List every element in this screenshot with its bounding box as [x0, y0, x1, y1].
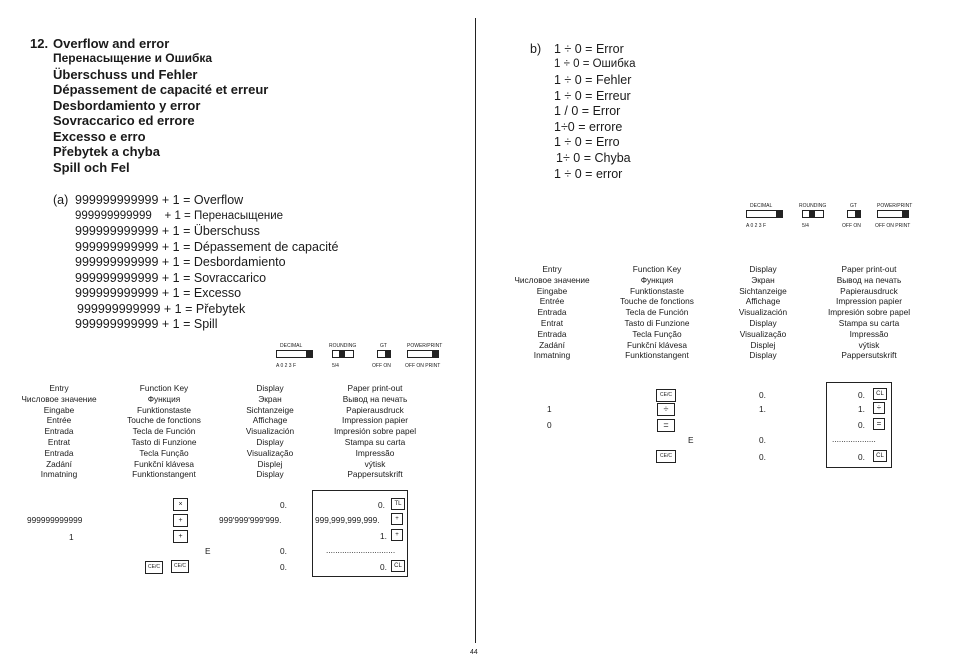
- function-key-label: Funktionstangent: [132, 469, 196, 480]
- paper-symbol: CL: [873, 388, 887, 400]
- part-a-line: 999999999999 + 1 = Überschuss: [75, 224, 260, 238]
- part-a-line: 999999999999 + 1 = Excesso: [75, 286, 242, 300]
- paper-header-col: [816, 264, 922, 361]
- paper-label: Paper print-out: [841, 264, 897, 274]
- paper-label: Impressão: [849, 328, 889, 339]
- display-label: Display: [749, 350, 777, 361]
- switch-panel-left: [274, 343, 454, 373]
- function-key-label: Функция: [147, 393, 181, 404]
- paper-label: Impresión sobre papel: [827, 307, 911, 318]
- clear-key: CE/C: [145, 561, 163, 574]
- function-key-label: Touche de fonctions: [127, 415, 201, 426]
- paper-label: Pappersutskrift: [841, 350, 897, 361]
- paper-symbol: ÷: [873, 402, 885, 414]
- power-switch-positions: OFF ON PRINT: [875, 223, 911, 229]
- entry-label: Zadání: [46, 458, 72, 469]
- power-switch: [407, 350, 439, 358]
- section-title-cz: Přebytek a chyba: [53, 144, 160, 159]
- display-header-col: [225, 383, 315, 480]
- paper-label: Impresión sobre papel: [333, 426, 417, 437]
- paper-symbol: +: [391, 513, 403, 525]
- paper-value: 999,999,999,999.: [315, 515, 380, 525]
- display-label: Экран: [258, 393, 282, 404]
- paper-value: 0.: [858, 390, 865, 400]
- entry-value: 1: [547, 404, 552, 414]
- entry-label: Entrat: [540, 317, 564, 328]
- entry-label: Числовое значение: [21, 393, 97, 404]
- power-switch-positions: OFF ON PRINT: [405, 363, 441, 369]
- part-a-line: 999999999999 + 1 = Overflow: [75, 193, 244, 207]
- display-label: Sichtanzeige: [246, 404, 294, 415]
- section-title-se: Spill och Fel: [53, 160, 130, 175]
- power-switch-label: POWER/PRINT: [407, 343, 443, 349]
- page-number: 44: [470, 649, 478, 656]
- display-label: Visualización: [245, 426, 295, 437]
- gt-switch-label: GT: [850, 203, 857, 209]
- display-value: 0.: [280, 562, 287, 572]
- display-value: 0.: [280, 500, 287, 510]
- paper-symbol: TL: [391, 498, 405, 510]
- entry-label: Zadání: [539, 339, 565, 350]
- display-label: Display: [256, 436, 284, 447]
- gt-switch: [377, 350, 391, 358]
- function-key-label: Tecla Função: [632, 328, 682, 339]
- paper-symbol: +: [391, 529, 403, 541]
- paper-value: 0.: [380, 562, 387, 572]
- function-key-label: Funkční klávesa: [627, 339, 687, 350]
- entry-value: 1: [69, 532, 74, 542]
- entry-label: Inmatning: [40, 469, 78, 480]
- display-label: Displej: [257, 458, 283, 469]
- function-key-label: Funktionstangent: [625, 350, 689, 361]
- function-key-label: Funkční klávesa: [134, 458, 194, 469]
- part-a-label: (a): [53, 193, 69, 207]
- display-label: Экран: [751, 274, 775, 285]
- paper-label: Impression papier: [836, 296, 902, 307]
- part-b-line: 1 / 0 = Error: [554, 104, 621, 118]
- gt-switch: [847, 210, 861, 218]
- function-key-label: Touche de fonctions: [620, 296, 694, 307]
- plus-key: +: [173, 530, 188, 543]
- section-title-en: Overflow and error: [53, 36, 170, 51]
- entry-label: Entrée: [46, 415, 72, 426]
- decimal-switch: [746, 210, 783, 218]
- clear-key: CE/C: [656, 450, 676, 463]
- gt-switch-positions: OFF ON: [842, 223, 861, 229]
- paper-label: Paper print-out: [347, 383, 403, 393]
- decimal-switch-positions: A 0 2 3 F: [276, 363, 297, 369]
- paper-label: Papierausdruck: [346, 404, 404, 415]
- paper-value: 0.: [378, 500, 385, 510]
- entry-label: Entrée: [539, 296, 565, 307]
- part-b-line: 1 ÷ 0 = Fehler: [554, 73, 632, 87]
- display-label: Visualização: [246, 447, 294, 458]
- entry-value: 999999999999: [27, 515, 83, 525]
- paper-value: 1.: [380, 531, 387, 541]
- paper-label: Stampa su carta: [838, 317, 900, 328]
- entry-label: Entry: [49, 383, 69, 393]
- display-label: Visualização: [739, 328, 787, 339]
- display-label: Display: [256, 469, 284, 480]
- error-marker: E: [688, 435, 694, 445]
- part-b-line: 1 ÷ 0 = Error: [554, 42, 624, 56]
- function-key-label: Tasto di Funzione: [624, 317, 690, 328]
- section-title-de: Überschuss und Fehler: [53, 67, 198, 82]
- display-label: Visualización: [738, 307, 788, 318]
- paper-label: Impression papier: [342, 415, 408, 426]
- function-key-label: Funktionstaste: [137, 404, 191, 415]
- switch-panel-right: [744, 203, 924, 233]
- paper-value: 0.: [858, 420, 865, 430]
- rounding-switch-positions: 5/4: [802, 223, 809, 229]
- paper-header-col: [322, 383, 428, 480]
- entry-label: Eingabe: [43, 404, 75, 415]
- section-title-pt: Excesso e erro: [53, 129, 146, 144]
- part-a-line: 999999999999 + 1 = Desbordamiento: [75, 255, 286, 269]
- multiply-key: ×: [173, 498, 188, 511]
- function-key-label: Tecla de Función: [625, 307, 689, 318]
- gt-switch-label: GT: [380, 343, 387, 349]
- paper-value: 0.: [858, 452, 865, 462]
- paper-label: výtisk: [364, 458, 386, 469]
- section-title-ru: Перенасыщение и Ошибка: [53, 51, 213, 65]
- display-label: Sichtanzeige: [739, 285, 787, 296]
- display-label: Affichage: [745, 296, 781, 307]
- paper-value: ...................: [832, 434, 876, 444]
- part-a-line: 999999999999 + 1 = Sovraccarico: [75, 271, 267, 285]
- power-switch-label: POWER/PRINT: [877, 203, 913, 209]
- display-header-col: [718, 264, 808, 361]
- entry-header-col: [14, 383, 104, 480]
- function-key-label: Function Key: [632, 264, 682, 274]
- decimal-switch-label: DECIMAL: [280, 343, 303, 349]
- paper-label: Вывод на печать: [342, 393, 408, 404]
- part-b-line: 1÷0 = errore: [554, 120, 623, 134]
- paper-label: Papierausdruck: [840, 285, 898, 296]
- paper-value: 1.: [858, 404, 865, 414]
- function-key-label: Tecla Função: [139, 447, 189, 458]
- display-value: 999'999'999'999.: [219, 515, 282, 525]
- display-label: Display: [749, 317, 777, 328]
- function-key-label: Tecla de Función: [132, 426, 196, 437]
- entry-label: Entry: [542, 264, 562, 274]
- display-value: 0.: [759, 435, 766, 445]
- paper-label: Impressão: [355, 447, 395, 458]
- section-title-fr: Dépassement de capacité et erreur: [53, 82, 269, 97]
- error-marker: E: [205, 546, 211, 556]
- part-a-line: 999999999999 + 1 = Přebytek: [77, 302, 246, 316]
- rounding-switch-positions: 5/4: [332, 363, 339, 369]
- function-key-label: Funktionstaste: [630, 285, 684, 296]
- entry-label: Entrat: [47, 436, 71, 447]
- paper-symbol: CL: [873, 450, 887, 462]
- paper-label: Pappersutskrift: [347, 469, 403, 480]
- equals-key: =: [657, 419, 675, 432]
- entry-label: Entrada: [44, 447, 74, 458]
- part-a-line: 999999999999 + 1 = Spill: [75, 317, 218, 331]
- entry-label: Inmatning: [533, 350, 571, 361]
- display-value: 1.: [759, 404, 766, 414]
- display-label: Display: [749, 264, 777, 274]
- part-b-line: 1 ÷ 0 = Erro: [554, 135, 620, 149]
- plus-key: +: [173, 514, 188, 527]
- paper-label: Вывод на печать: [836, 274, 902, 285]
- function-key-header-col: [118, 383, 210, 480]
- function-key-label: Функция: [640, 274, 674, 285]
- entry-label: Entrada: [537, 307, 567, 318]
- paper-symbol: =: [873, 418, 885, 430]
- part-b-line: 1 ÷ 0 = Ошибка: [554, 58, 636, 70]
- function-key-label: Function Key: [139, 383, 189, 393]
- gt-switch-positions: OFF ON: [372, 363, 391, 369]
- paper-label: Stampa su carta: [344, 436, 406, 447]
- paper-value: ..............................: [326, 545, 396, 555]
- entry-label: Eingabe: [536, 285, 568, 296]
- paper-symbol: CL: [391, 560, 405, 572]
- display-value: 0.: [280, 546, 287, 556]
- decimal-switch-positions: A 0 2 3 F: [746, 223, 767, 229]
- section-title-it: Sovraccarico ed errore: [53, 113, 195, 128]
- function-key-label: Tasto di Funzione: [131, 436, 197, 447]
- part-a-line: 999999999999 + 1 = Перенасыщение: [75, 210, 284, 222]
- part-b-line: 1÷ 0 = Chyba: [556, 151, 631, 165]
- rounding-switch: [802, 210, 824, 218]
- display-label: Displej: [750, 339, 776, 350]
- clear-key: CE/C: [171, 560, 189, 573]
- entry-label: Entrada: [537, 328, 567, 339]
- entry-value: 0: [547, 420, 552, 430]
- display-label: Display: [256, 383, 284, 393]
- display-value: 0.: [759, 390, 766, 400]
- section-number: 12.: [30, 36, 49, 51]
- function-key-header-col: [611, 264, 703, 361]
- part-b-line: 1 ÷ 0 = error: [554, 167, 623, 181]
- clear-key: CE/C: [656, 389, 676, 402]
- decimal-switch: [276, 350, 313, 358]
- section-title-es: Desbordamiento y error: [53, 98, 201, 113]
- decimal-switch-label: DECIMAL: [750, 203, 773, 209]
- paper-label: výtisk: [858, 339, 880, 350]
- divide-key: ÷: [657, 403, 675, 416]
- entry-label: Числовое значение: [514, 274, 590, 285]
- part-b-label: b): [530, 42, 542, 56]
- entry-header-col: [507, 264, 597, 361]
- rounding-switch: [332, 350, 354, 358]
- power-switch: [877, 210, 909, 218]
- entry-label: Entrada: [44, 426, 74, 437]
- part-a-line: 999999999999 + 1 = Dépassement de capacité: [75, 240, 339, 254]
- part-b-line: 1 ÷ 0 = Erreur: [554, 89, 631, 103]
- display-value: 0.: [759, 452, 766, 462]
- page-divider: [475, 18, 476, 643]
- display-label: Affichage: [252, 415, 288, 426]
- rounding-switch-label: ROUNDING: [329, 343, 357, 349]
- rounding-switch-label: ROUNDING: [799, 203, 827, 209]
